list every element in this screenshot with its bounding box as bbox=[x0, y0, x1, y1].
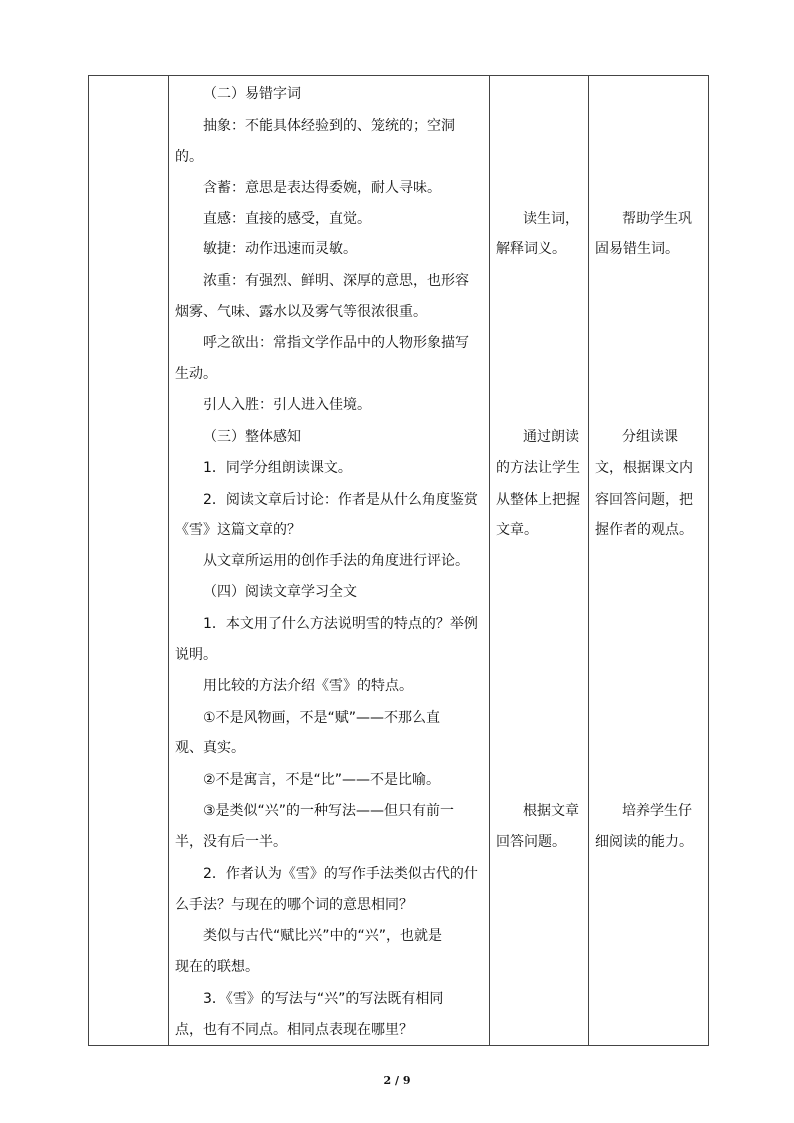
activity-line: 读生词， bbox=[523, 211, 579, 227]
student-activity-column bbox=[490, 76, 589, 1046]
content-line: 浓重：有强烈、鲜明、深厚的意思，也形容 bbox=[203, 273, 469, 289]
content-line: 1．同学分组朗读课文。 bbox=[203, 460, 352, 476]
content-line: 用比较的方法介绍《雪》的特点。 bbox=[203, 678, 413, 694]
content-line: 类似与古代“赋比兴”中的“兴”，也就是 bbox=[203, 928, 443, 944]
content-line: ②不是寓言，不是“比”——不是比喻。 bbox=[203, 772, 441, 788]
content-line: （四）阅读文章学习全文 bbox=[203, 584, 357, 600]
activity-line: 通过朗读 bbox=[523, 429, 579, 445]
lesson-plan-table bbox=[88, 75, 709, 1046]
content-line: ①不是风物画，不是“赋”——不那么直 bbox=[203, 710, 441, 726]
content-line: 1．本文用了什么方法说明雪的特点的？举例 bbox=[203, 616, 478, 632]
content-line: 半，没有后一半。 bbox=[175, 834, 287, 850]
content-line: 2．阅读文章后讨论：作者是从什么角度鉴赏 bbox=[203, 492, 478, 508]
intent-line: 培养学生仔 bbox=[622, 803, 692, 819]
content-line: 的。 bbox=[175, 149, 203, 165]
content-line: 《雪》这篇文章的？ bbox=[175, 522, 301, 538]
content-line: 说明。 bbox=[175, 647, 217, 663]
content-line: 生动。 bbox=[175, 366, 217, 382]
content-line: ③是类似“兴”的一种写法——但只有前一 bbox=[203, 803, 455, 819]
intent-line: 文，根据课文内 bbox=[595, 460, 693, 476]
stage-column bbox=[89, 76, 169, 1046]
activity-line: 的方法让学生 bbox=[496, 460, 580, 476]
page-number: 2 / 9 bbox=[383, 1074, 411, 1087]
activity-line: 回答问题。 bbox=[496, 834, 566, 850]
content-line: 观、真实。 bbox=[175, 740, 245, 756]
intent-line: 容回答问题，把 bbox=[595, 492, 693, 508]
intent-line: 帮助学生巩 bbox=[622, 211, 692, 227]
intent-line: 细阅读的能力。 bbox=[595, 834, 693, 850]
content-line: 抽象：不能具体经验到的、笼统的；空洞 bbox=[203, 118, 455, 134]
design-intent-column bbox=[589, 76, 709, 1046]
content-line: 敏捷：动作迅速而灵敏。 bbox=[203, 241, 357, 257]
content-line: 2．作者认为《雪》的写作手法类似古代的什 bbox=[203, 866, 478, 882]
content-line: 呼之欲出：常指文学作品中的人物形象描写 bbox=[203, 335, 469, 351]
content-line: 3．《雪》的写法与“兴”的写法既有相同 bbox=[203, 991, 444, 1007]
activity-line: 文章。 bbox=[496, 522, 538, 538]
activity-line: 从整体上把握 bbox=[496, 492, 580, 508]
intent-line: 固易错生词。 bbox=[595, 241, 679, 257]
content-line: 从文章所运用的创作手法的角度进行评论。 bbox=[203, 553, 469, 569]
content-line: 现在的联想。 bbox=[175, 959, 259, 975]
activity-line: 解释词义。 bbox=[496, 241, 566, 257]
activity-line: 根据文章 bbox=[523, 803, 579, 819]
content-line: 烟雾、气味、露水以及雾气等很浓很重。 bbox=[175, 304, 427, 320]
content-line: 直感：直接的感受，直觉。 bbox=[203, 211, 371, 227]
teaching-content-column bbox=[169, 76, 490, 1046]
intent-line: 握作者的观点。 bbox=[595, 522, 693, 538]
content-line: 么手法？与现在的哪个词的意思相同？ bbox=[175, 897, 413, 913]
content-line: 点，也有不同点。相同点表现在哪里？ bbox=[175, 1022, 413, 1038]
content-line: （三）整体感知 bbox=[203, 429, 301, 445]
content-line: 含蓄：意思是表达得委婉，耐人寻味。 bbox=[203, 180, 441, 196]
content-line: 引人入胜：引人进入佳境。 bbox=[203, 397, 371, 413]
content-line: （二）易错字词 bbox=[203, 86, 301, 102]
intent-line: 分组读课 bbox=[622, 429, 678, 445]
